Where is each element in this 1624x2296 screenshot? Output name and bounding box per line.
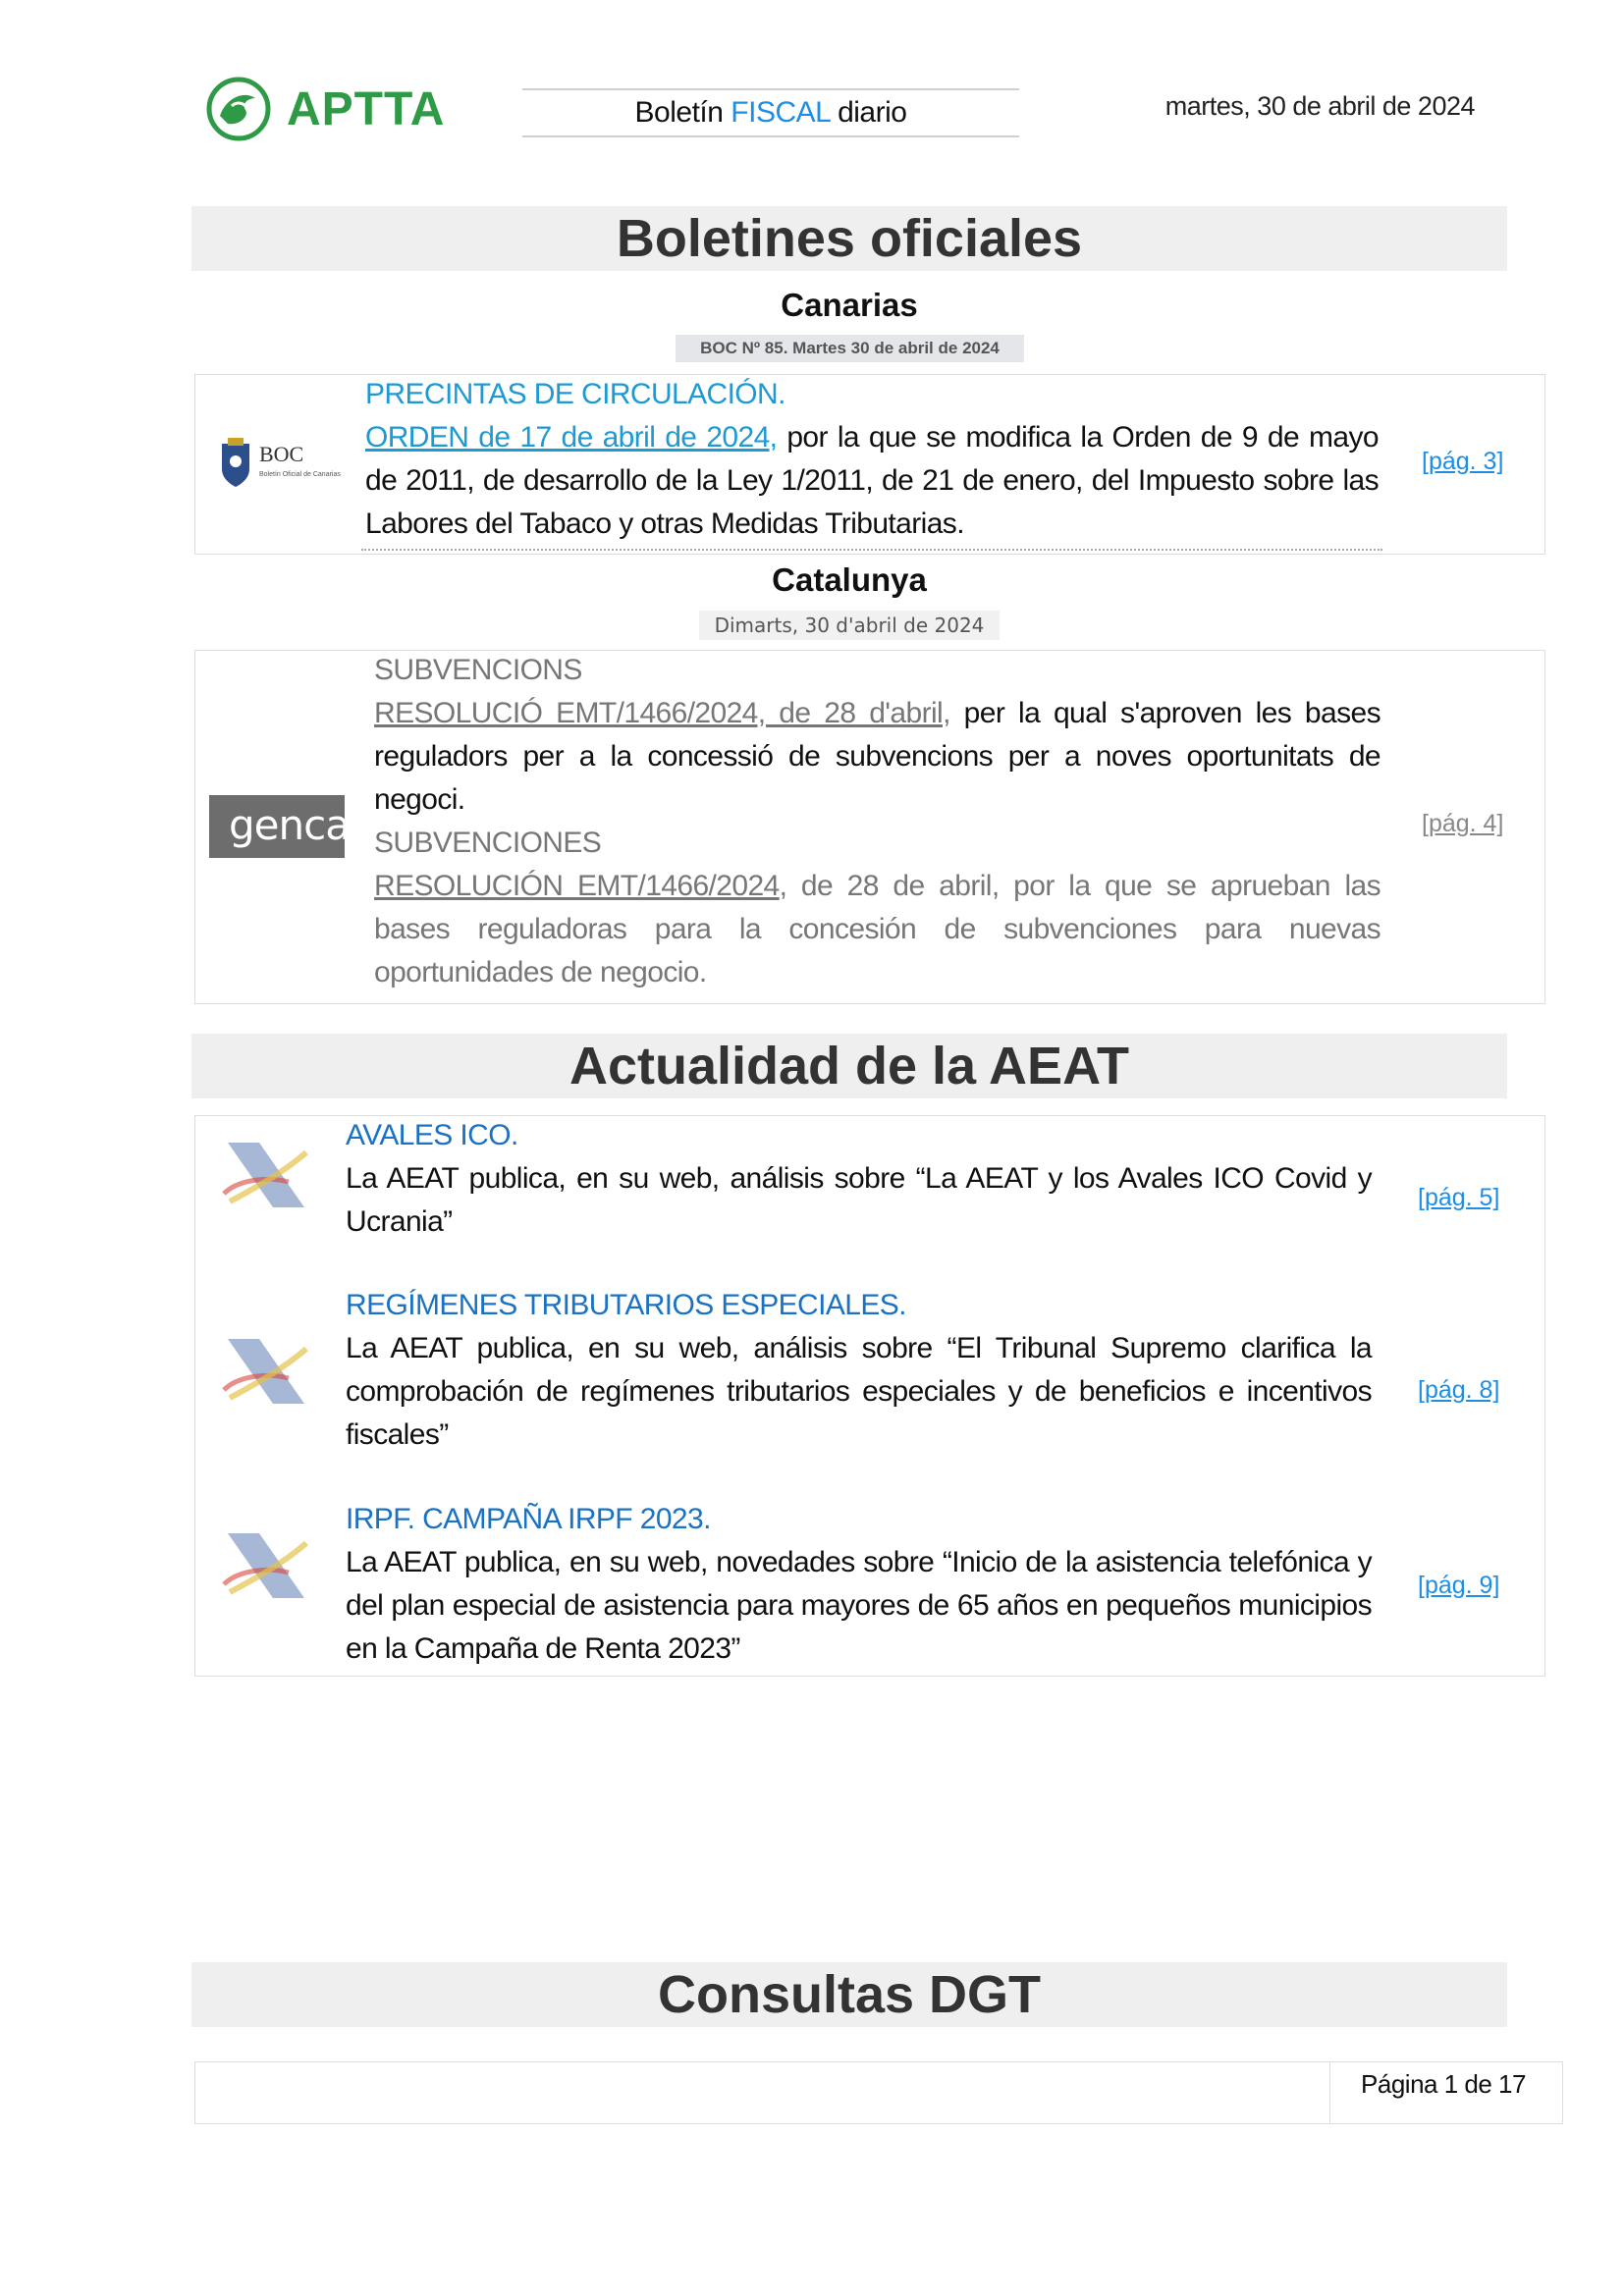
gencat-icon-text: gencat xyxy=(229,801,365,849)
canarias-dotted-divider xyxy=(361,549,1382,551)
footer-separator xyxy=(1329,2061,1330,2124)
logo-text: APTTA xyxy=(287,83,446,135)
aptta-dragon-icon xyxy=(206,77,271,141)
region-title-catalunya: Catalunya xyxy=(772,561,927,598)
catalunya-body-es: , de 28 de abril, por la que se aprueban las bases reguladoras para la concesión de subvenciones para nuevas oportunidades de negocio. xyxy=(374,870,1381,988)
catalunya-pill: Dimarts, 30 d'abril de 2024 xyxy=(699,611,1000,640)
aeat-item-1-page-link[interactable]: [pág. 5] xyxy=(1418,1184,1500,1211)
catalunya-resolucio-link[interactable]: RESOLUCIÓ EMT/1466/2024, de 28 d'abril, xyxy=(374,697,950,729)
aeat-item-1-body: La AEAT publica, en su web, análisis sobre “La AEAT y los Avales ICO Covid y Ucrania” xyxy=(346,1162,1372,1238)
section-title-boletines: Boletines oficiales xyxy=(191,206,1507,271)
aeat-logo-icon xyxy=(218,1527,312,1610)
boc-logo xyxy=(218,432,341,493)
boc-shield-icon xyxy=(218,436,253,491)
aeat-item-3 xyxy=(346,1498,1372,1671)
canarias-orden-link[interactable]: ORDEN de 17 de abril de 2024, xyxy=(365,421,778,454)
section-title-dgt: Consultas DGT xyxy=(191,1962,1507,2027)
aeat-item-2 xyxy=(346,1284,1372,1457)
aeat-item-1-heading: AVALES ICO. xyxy=(346,1119,518,1151)
aeat-item-3-body: La AEAT publica, en su web, novedades sobre “Inicio de la asistencia telefónica y del plan especial de asistencia para mayores de 65 años en pequeños municipios en la Campaña de Renta 2023” xyxy=(346,1546,1372,1665)
bulletin-title xyxy=(522,88,1019,137)
canarias-entry xyxy=(365,373,1379,546)
boc-icon-subtext: Boletín Oficial de Canarias xyxy=(259,471,341,478)
bulletin-word-boletin: Boletín xyxy=(634,96,724,129)
aeat-item-1 xyxy=(346,1114,1372,1244)
catalunya-entry xyxy=(374,649,1380,994)
region-title-canarias: Canarias xyxy=(781,287,918,323)
page-number: Página 1 de 17 xyxy=(1361,2069,1526,2099)
catalunya-heading-es: SUBVENCIONES xyxy=(374,827,602,859)
catalunya-resolucion-link[interactable]: RESOLUCIÓN EMT/1466/2024 xyxy=(374,870,780,902)
aeat-item-3-heading: IRPF. CAMPAÑA IRPF 2023. xyxy=(346,1503,711,1535)
catalunya-page-link[interactable]: [pág. 4] xyxy=(1422,810,1504,837)
bulletin-word-fiscal: FISCAL xyxy=(731,96,831,129)
catalunya-body-ca: per la qual s'aproven les bases reguladors per a la concessió de subvencions per a noves oportunitats de negoci. xyxy=(374,697,1380,816)
aeat-logo-icon xyxy=(218,1137,312,1219)
aeat-item-2-body: La AEAT publica, en su web, análisis sobre “El Tribunal Supremo clarifica la comprobación de regímenes tributarios especiales y de beneficios e incentivos fiscales” xyxy=(346,1332,1372,1451)
aeat-item-2-heading: REGÍMENES TRIBUTARIOS ESPECIALES. xyxy=(346,1289,906,1321)
aeat-logo-icon xyxy=(218,1333,312,1415)
aeat-item-3-page-link[interactable]: [pág. 9] xyxy=(1418,1572,1500,1599)
canarias-heading: PRECINTAS DE CIRCULACIÓN. xyxy=(365,378,785,410)
aptta-logo xyxy=(206,77,461,145)
gencat-logo xyxy=(209,795,365,858)
canarias-page-link[interactable]: [pág. 3] xyxy=(1422,448,1504,475)
canarias-body: por la que se modifica la Orden de 9 de mayo de 2011, de desarrollo de la Ley 1/2011, de 21 de enero, del Impuesto sobre las Labores del Tabaco y otras Medidas Tributarias. xyxy=(365,421,1379,540)
aeat-item-2-page-link[interactable]: [pág. 8] xyxy=(1418,1376,1500,1404)
catalunya-heading-ca: SUBVENCIONS xyxy=(374,654,582,686)
boc-icon-text: BOC xyxy=(259,442,304,466)
bulletin-word-diario: diario xyxy=(838,96,907,129)
bulletin-date: martes, 30 de abril de 2024 xyxy=(1164,91,1475,121)
section-title-aeat: Actualidad de la AEAT xyxy=(191,1034,1507,1098)
canarias-pill: BOC Nº 85. Martes 30 de abril de 2024 xyxy=(676,335,1024,362)
